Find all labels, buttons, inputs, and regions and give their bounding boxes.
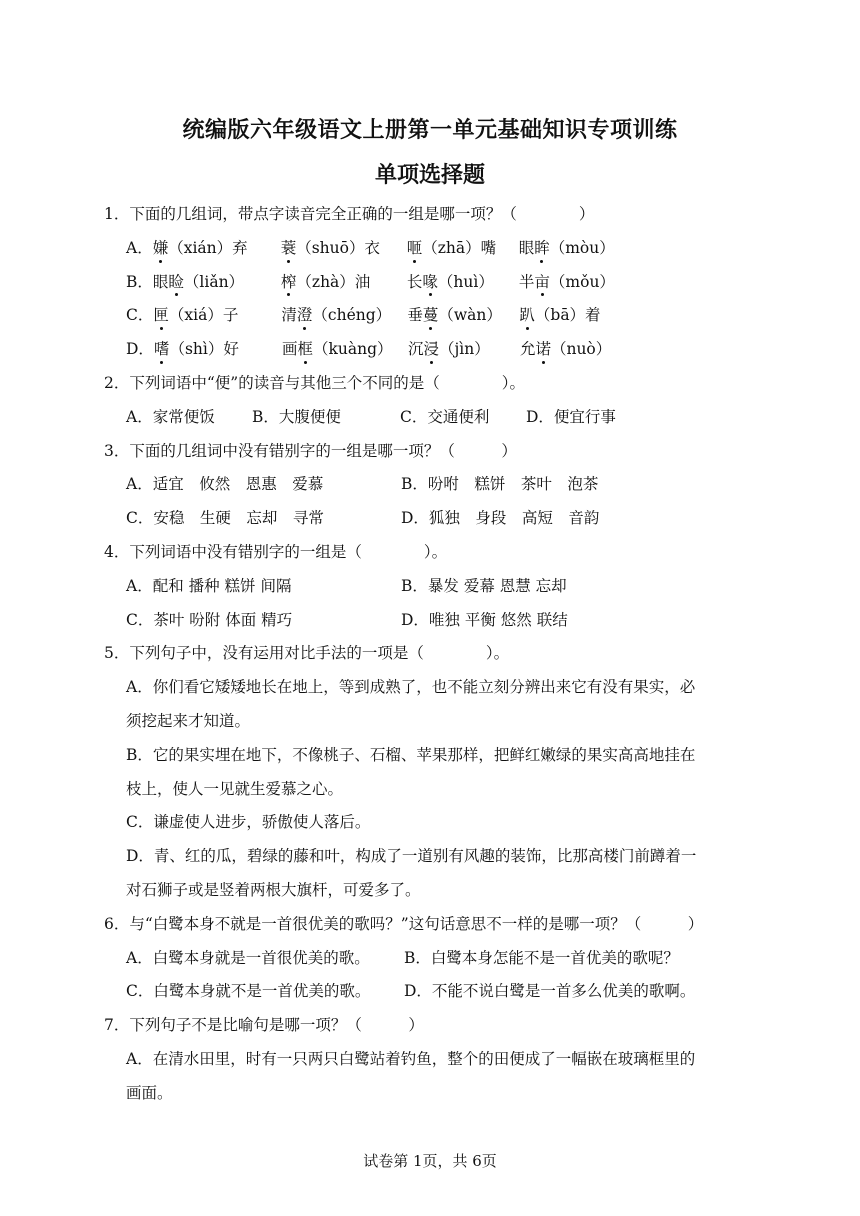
dotted-char: 诺: [535, 333, 551, 367]
option-c: C．茶叶 吩附 体面 精巧: [126, 610, 293, 629]
question-1-stem: 1．下面的几组词，带点字读音完全正确的一组是哪一项？（ ）: [104, 205, 595, 223]
term: 嫌（xián）弃: [153, 232, 281, 266]
term: 眼睑（liǎn）: [153, 266, 281, 300]
question-1-option-d: D．嗜（shì）好 画框（kuàng） 沉浸（jìn） 允诺（nuò）: [104, 333, 764, 367]
option-c: C．白鹭本身就不是一首优美的歌。: [126, 982, 371, 1001]
term: 清澄（chéng）: [281, 299, 407, 333]
page-footer: 试卷第 1页，共 6页: [363, 1152, 497, 1170]
option-a: A．白鹭本身就是一首很优美的歌。: [126, 948, 370, 967]
option-b: B．大腹便便: [252, 407, 341, 426]
question-5-option-d-line2: 对石狮子或是竖着两根大旗杆，可爱多了。: [126, 880, 421, 899]
option-d: D．便宜行事: [526, 407, 616, 426]
dotted-char: 睑: [168, 266, 184, 300]
question-5-option-d-line1: D．青、红的瓜，碧绿的藤和叶，构成了一道别有风趣的装饰，比那高楼门前蹲着一: [126, 847, 697, 866]
option-d: D．狐独 身段 高短 音韵: [401, 509, 600, 528]
question-4-stem: 4．下列词语中没有错别字的一组是（ ）。: [104, 542, 448, 561]
term: 长喙（huì）: [407, 266, 519, 300]
dotted-char: 喙: [422, 266, 438, 300]
question-2-stem: 2．下列词语中“便”的读音与其他三个不同的是（ ）。: [104, 373, 525, 392]
dotted-char: 亩: [534, 266, 550, 300]
question-6-stem: 6．与“白鹭本身不就是一首很优美的歌吗？”这句话意思不一样的是哪一项？（ ）: [104, 914, 704, 933]
option-b: B．吩咐 糕饼 茶叶 泡茶: [401, 475, 599, 494]
option-b: B．暴发 爱幕 恩慧 忘却: [401, 576, 567, 595]
term: 蓑（shuō）衣: [281, 232, 407, 266]
question-7-stem: 7．下列句子不是比喻句是哪一项？（ ）: [104, 1016, 424, 1035]
dotted-char: 蔓: [423, 299, 439, 333]
dotted-char: 澄: [297, 299, 313, 333]
option-d: D．唯独 平衡 悠然 联结: [401, 610, 568, 629]
option-d: D．不能不说白鹭是一首多么优美的歌啊。: [404, 982, 696, 1001]
question-1-option-c: C．匣（xiá）子 清澄（chéng） 垂蔓（wàn） 趴（bā）着: [104, 299, 764, 333]
question-5-stem: 5．下列句子中，没有运用对比手法的一项是（ ）。: [104, 644, 510, 663]
option-c: C．交通便利: [400, 407, 490, 426]
question-5-option-b-line2: 枝上，使人一见就生爱慕之心。: [126, 779, 344, 798]
term: 匣（xiá）子: [153, 299, 281, 333]
term: 垂蔓（wàn）: [407, 299, 519, 333]
option-b: B．白鹭本身怎能不是一首优美的歌呢？: [404, 948, 679, 967]
term: 允诺（nuò）: [520, 340, 611, 358]
dotted-char: 眸: [534, 232, 550, 266]
option-a: A．家常便饭: [126, 407, 215, 426]
option-c: C．安稳 生硬 忘却 寻常: [126, 509, 324, 528]
question-1-option-a: A．嫌（xián）弃 蓑（shuō）衣 咂（zhā）嘴 眼眸（mòu）: [104, 232, 764, 266]
dotted-char: 匣: [153, 299, 169, 333]
dotted-char: 咂: [407, 232, 423, 266]
dotted-char: 嫌: [153, 232, 169, 266]
term: 嗜（shì）好: [154, 333, 282, 367]
question-5-option-c: C．谦虚使人进步，骄傲使人落后。: [126, 813, 371, 832]
question-4-options-ab: [104, 570, 764, 604]
section-title: 单项选择题: [374, 162, 485, 188]
term: 半亩（mǒu）: [519, 273, 615, 291]
question-6-options-ab: [104, 942, 764, 976]
dotted-char: 趴: [519, 299, 535, 333]
question-5-option-b-line1: B．它的果实埋在地下，不像桃子、石榴、苹果那样，把鲜红嫩绿的果实高高地挂在: [126, 745, 696, 764]
dotted-char: 蓑: [281, 232, 297, 266]
term: 画框（kuàng）: [282, 333, 408, 367]
dotted-char: 框: [297, 333, 313, 367]
question-5-option-a-line2: 须挖起来才知道。: [126, 711, 251, 730]
question-7-option-a-line2: 画面。: [126, 1083, 173, 1102]
document-title: 统编版六年级语文上册第一单元基础知识专项训练: [182, 117, 678, 143]
term: 沉浸（jìn）: [408, 333, 520, 367]
dotted-char: 浸: [423, 333, 439, 367]
question-1-option-b: B．眼睑（liǎn） 榨（zhà）油 长喙（huì） 半亩（mǒu）: [104, 266, 764, 300]
question-2-options: [104, 401, 764, 435]
dotted-char: 榨: [281, 266, 297, 300]
question-3-stem: 3．下面的几组词中没有错别字的一组是哪一项？（ ）: [104, 441, 517, 460]
term: 榨（zhà）油: [281, 266, 407, 300]
question-6-options-cd: [104, 975, 764, 1009]
dotted-char: 嗜: [154, 333, 170, 367]
option-a: A．配和 播种 糕饼 间隔: [126, 576, 292, 595]
question-7-option-a-line1: A．在清水田里，时有一只两只白鹭站着钓鱼，整个的田便成了一幅嵌在玻璃框里的: [126, 1049, 696, 1068]
term: 趴（bā）着: [519, 306, 600, 324]
question-3-options-cd: [104, 502, 764, 536]
term: 眼眸（mòu）: [519, 239, 615, 257]
option-a: A．适宜 攸然 恩惠 爱慕: [126, 475, 324, 494]
term: 咂（zhā）嘴: [407, 232, 519, 266]
question-list: [104, 198, 764, 1111]
question-5-option-a-line1: A．你们看它矮矮地长在地上，等到成熟了，也不能立刻分辨出来它有没有果实，必: [126, 678, 696, 697]
question-4-options-cd: [104, 604, 764, 638]
question-3-options-ab: [104, 468, 764, 502]
